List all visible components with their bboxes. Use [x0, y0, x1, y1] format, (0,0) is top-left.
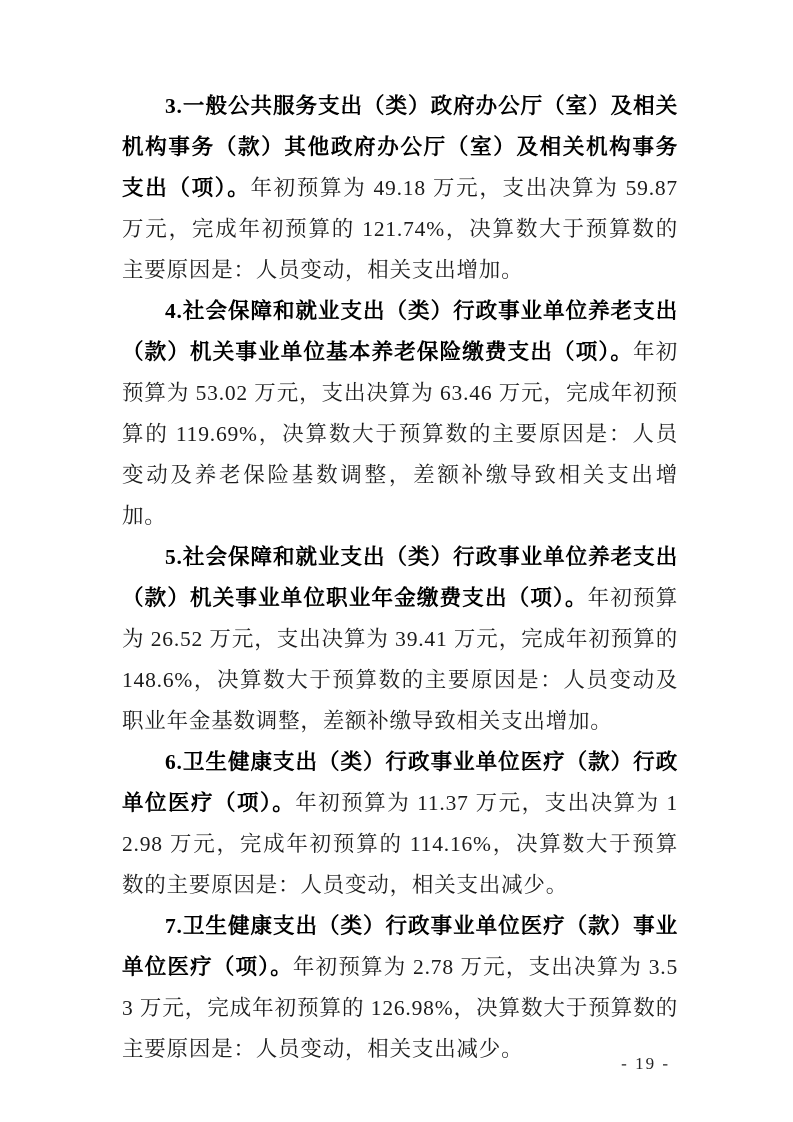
paragraph-heading: 5.社会保障和就业支出（类）行政事业单位养老支出（款）机关事业单位职业年金缴费支出（项）。: [122, 545, 678, 610]
paragraph-item-4: [122, 291, 678, 537]
paragraph-heading: 7.卫生健康支出（类）行政事业单位医疗（款）事业单位医疗（项）。: [122, 914, 678, 979]
paragraph-item-6: [122, 742, 678, 906]
paragraph-heading: 6.卫生健康支出（类）行政事业单位医疗（款）行政单位医疗（项）。: [122, 750, 678, 815]
paragraph-heading: 4.社会保障和就业支出（类）行政事业单位养老支出（款）机关事业单位基本养老保险缴费支出（项）。: [122, 299, 678, 364]
content-area: [122, 86, 678, 1070]
paragraph-body: 年初预算为 53.02 万元，支出决算为 63.46 万元，完成年初预算的 119.69%，决算数大于预算数的主要原因是：人员变动及养老保险基数调整，差额补缴导致相关支出增加。: [122, 340, 679, 528]
paragraph-item-7: [122, 906, 678, 1070]
paragraph-body: 年初预算为 11.37 万元，支出决算为 12.98 万元，完成年初预算的 114.16%，决算数大于预算数的主要原因是：人员变动，相关支出减少。: [122, 791, 678, 897]
paragraph-item-3: [122, 86, 678, 291]
paragraph-body: 年初预算为 2.78 万元，支出决算为 3.53 万元，完成年初预算的 126.98%，决算数大于预算数的主要原因是：人员变动，相关支出减少。: [122, 955, 678, 1061]
page-number: - 19 -: [621, 1054, 670, 1073]
paragraph-body: 年初预算为 26.52 万元，支出决算为 39.41 万元，完成年初预算的 148.6%，决算数大于预算数的主要原因是：人员变动及职业年金基数调整，差额补缴导致相关支出增加。: [122, 586, 678, 733]
paragraph-body: 年初预算为 49.18 万元，支出决算为 59.87 万元，完成年初预算的 121.74%，决算数大于预算数的主要原因是：人员变动，相关支出增加。: [122, 176, 678, 282]
paragraph-heading: 3.一般公共服务支出（类）政府办公厅（室）及相关机构事务（款）其他政府办公厅（室）及相关机构事务支出（项）。: [122, 94, 678, 200]
paragraph-item-5: [122, 537, 678, 742]
